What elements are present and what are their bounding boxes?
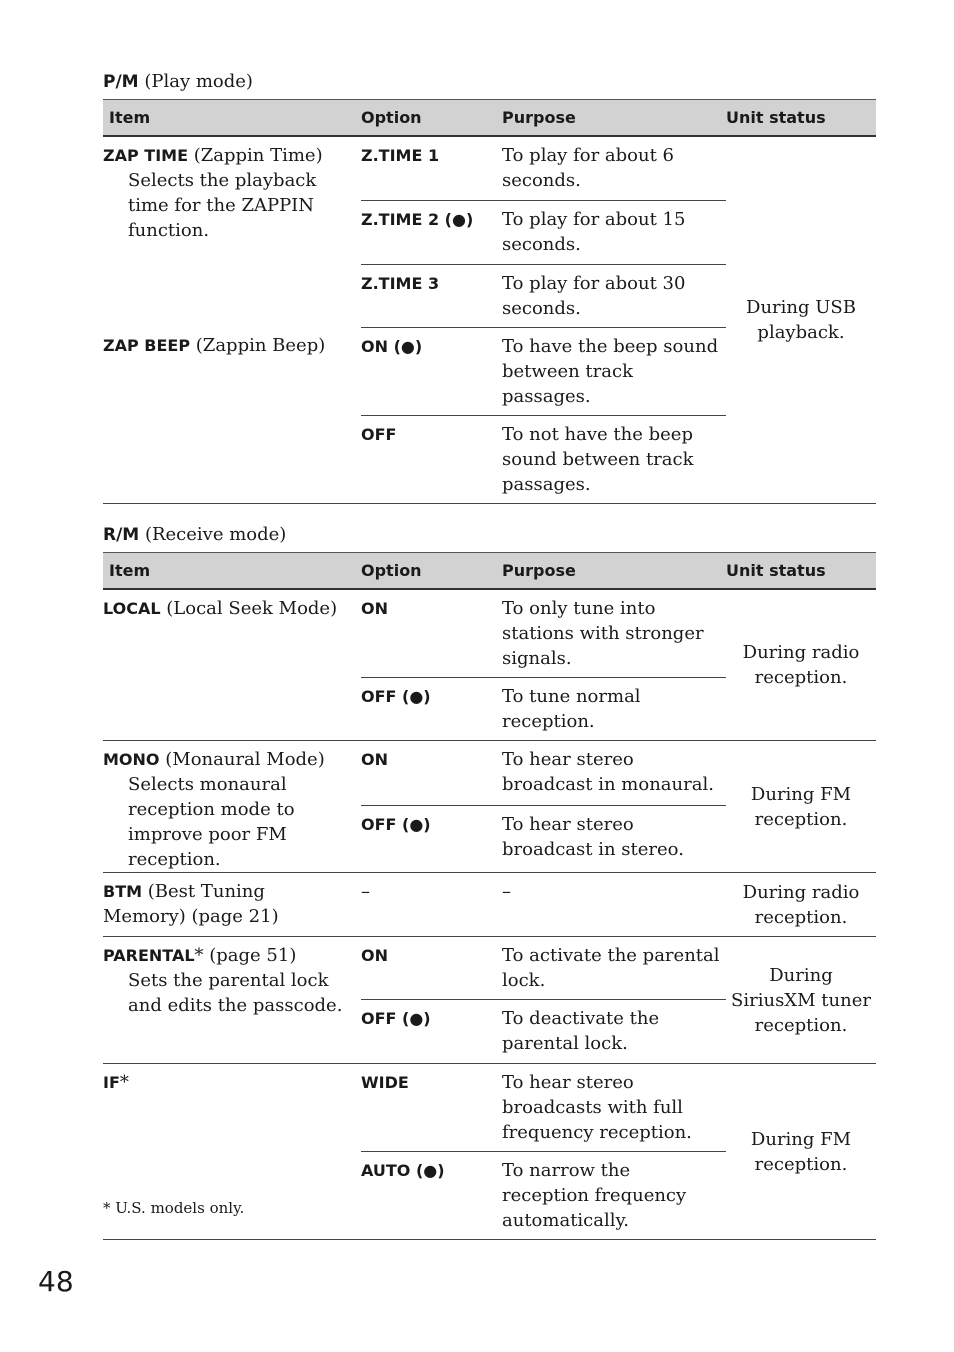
purpose-cell: To only tune into stations with stronger signals.	[502, 589, 726, 678]
option-cell: ON (●)	[361, 327, 502, 415]
header-option: Option	[361, 100, 502, 137]
header-item: Item	[103, 100, 361, 137]
table-row	[103, 741, 876, 806]
purpose-cell: To hear stereo broadcast in stereo.	[502, 806, 726, 873]
pm-section-title: P/M (Play mode)	[103, 71, 253, 92]
item-zap-beep: ZAP BEEP (Zappin Beep)	[103, 327, 361, 503]
item-zap-time: ZAP TIME (Zappin Time) Selects the playback time for the ZAPPIN function.	[103, 145, 323, 241]
footnote: * U.S. models only.	[103, 1199, 245, 1217]
header-unit-status: Unit status	[726, 553, 876, 590]
table-row	[103, 937, 876, 1000]
option-cell: Z.TIME 1	[361, 136, 502, 200]
header-purpose: Purpose	[502, 553, 726, 590]
table-row	[103, 136, 876, 200]
purpose-cell: To hear stereo broadcast in monaural.	[502, 741, 726, 806]
header-purpose: Purpose	[502, 100, 726, 137]
purpose-cell: To not have the beep sound between track passages.	[502, 415, 726, 503]
unit-status-cell: During USB playback.	[726, 136, 876, 503]
unit-status-cell: During radio reception.	[726, 873, 876, 937]
rm-header-row	[103, 553, 876, 590]
option-cell: WIDE	[361, 1064, 502, 1152]
purpose-cell: To play for about 6 seconds.	[502, 136, 726, 200]
purpose-cell: To hear stereo broadcasts with full frequency reception.	[502, 1064, 726, 1152]
table-row	[103, 873, 876, 937]
purpose-cell: –	[502, 873, 726, 937]
item-mono: MONO (Monaural Mode) Selects monaural reception mode to improve poor FM reception.	[103, 741, 361, 873]
option-cell: Z.TIME 3	[361, 264, 502, 327]
purpose-cell: To narrow the reception frequency automatically.	[502, 1152, 726, 1240]
rm-table	[103, 552, 876, 1240]
item-if: IF*	[103, 1064, 361, 1240]
item-btm: BTM (Best Tuning Memory) (page 21)	[103, 873, 361, 937]
item-local: LOCAL (Local Seek Mode)	[103, 589, 361, 741]
purpose-cell: To deactivate the parental lock.	[502, 1000, 726, 1064]
option-cell: AUTO (●)	[361, 1152, 502, 1240]
option-cell: –	[361, 873, 502, 937]
purpose-cell: To play for about 30 seconds.	[502, 264, 726, 327]
purpose-cell: To activate the parental lock.	[502, 937, 726, 1000]
header-unit-status: Unit status	[726, 100, 876, 137]
rm-section-title: R/M (Receive mode)	[103, 524, 287, 545]
header-option: Option	[361, 553, 502, 590]
pm-table	[103, 99, 876, 504]
option-cell: ON	[361, 741, 502, 806]
purpose-cell: To play for about 15 seconds.	[502, 200, 726, 264]
page-number: 48	[38, 1265, 74, 1298]
item-parental: PARENTAL* (page 51) Sets the parental lock and edits the passcode.	[103, 937, 361, 1064]
table-row	[103, 1064, 876, 1152]
option-cell: ON	[361, 589, 502, 678]
option-cell: OFF (●)	[361, 806, 502, 873]
table-row	[103, 589, 876, 678]
option-cell: OFF	[361, 415, 502, 503]
option-cell: ON	[361, 937, 502, 1000]
option-cell: OFF (●)	[361, 1000, 502, 1064]
option-cell: Z.TIME 2 (●)	[361, 200, 502, 264]
option-cell: OFF (●)	[361, 678, 502, 741]
unit-status-cell: During FM reception.	[726, 741, 876, 873]
unit-status-cell: During SiriusXM tuner reception.	[726, 937, 876, 1064]
unit-status-cell: During FM reception.	[726, 1064, 876, 1240]
unit-status-cell: During radio reception.	[726, 589, 876, 741]
purpose-cell: To have the beep sound between track passages.	[502, 327, 726, 415]
header-item: Item	[103, 553, 361, 590]
pm-header-row	[103, 100, 876, 137]
purpose-cell: To tune normal reception.	[502, 678, 726, 741]
